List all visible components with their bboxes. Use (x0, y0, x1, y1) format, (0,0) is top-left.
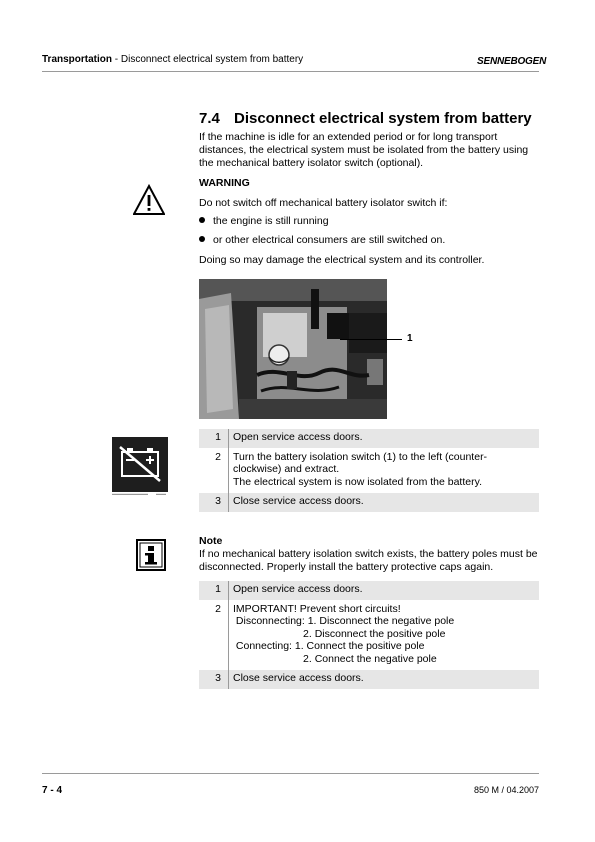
section-number: 7.4 (199, 110, 220, 127)
step-text: Open service access doors. (229, 429, 540, 448)
section-title (199, 110, 539, 127)
document-reference: 850 M / 04.2007 (473, 785, 539, 795)
note-text: If no mechanical battery isolation switch exists, the battery poles must be disconnected. Properly install the battery protective caps again. (199, 548, 538, 573)
step-line: 2. Disconnect the positive pole (233, 627, 446, 640)
table-row (199, 600, 539, 670)
callout-leader-line (340, 339, 402, 340)
step-line: Disconnecting: 1. Disconnect the negative pole (233, 615, 455, 627)
intro-paragraph: If the machine is idle for an extended period or for long transport distances, the electrical system must be isolated from the battery using the mechanical battery isolator switch (optional). (199, 131, 529, 169)
bullet-text: the engine is still running (213, 215, 329, 227)
section-title-text: Disconnect electrical system from battery (234, 110, 532, 127)
bullet-dot (199, 217, 205, 223)
bullet-dot (199, 236, 205, 242)
step-number: 1 (199, 429, 229, 448)
step-text (229, 600, 540, 670)
step-number: 3 (199, 493, 229, 512)
warning-heading: WARNING (199, 177, 250, 189)
running-header (42, 54, 303, 65)
info-icon (136, 539, 166, 571)
header-subtitle: - Disconnect electrical system from battery (112, 54, 304, 65)
warning-consequence: Doing so may damage the electrical system and its controller. (199, 254, 485, 266)
step-line: IMPORTANT! Prevent short circuits! (233, 602, 401, 615)
battery-disconnect-icon (112, 437, 168, 492)
steps-table-poles (199, 581, 539, 689)
step-number: 1 (199, 581, 229, 600)
step-line: Turn the battery isolation switch (1) to the left (counter- (233, 450, 488, 463)
bullet-text: or other electrical consumers are still switched on. (213, 234, 446, 246)
note-heading: Note (199, 535, 223, 547)
warning-bullet (199, 234, 445, 246)
warning-text: Do not switch off mechanical battery isolator switch if: (199, 197, 448, 209)
warning-bullet (199, 215, 329, 227)
callout-number: 1 (407, 333, 413, 344)
table-row (199, 493, 539, 512)
step-number: 2 (199, 448, 229, 493)
table-row (199, 670, 539, 689)
table-row (199, 429, 539, 448)
step-line: The electrical system is now isolated from the battery. (233, 475, 482, 488)
step-text: Close service access doors. (229, 670, 540, 689)
step-text: Close service access doors. (229, 493, 540, 512)
step-line: 2. Connect the negative pole (233, 652, 437, 665)
header-section: Transportation (42, 54, 113, 65)
battery-isolator-photo (199, 279, 387, 419)
table-row (199, 581, 539, 600)
step-number: 2 (199, 600, 229, 670)
step-line: Connecting: 1. Connect the positive pole (233, 640, 425, 652)
warning-triangle-icon (133, 184, 165, 216)
step-text: Open service access doors. (229, 581, 540, 600)
steps-table-isolator (199, 429, 539, 512)
header-divider (42, 71, 539, 72)
step-line: clockwise) and extract. (233, 463, 340, 475)
page-number: 7 - 4 (42, 785, 63, 796)
footer-divider (42, 773, 539, 774)
step-text (229, 448, 540, 493)
table-row (199, 448, 539, 493)
icon-caption-strip (112, 493, 168, 496)
brand-logo: SENNEBOGEN (477, 56, 547, 67)
step-number: 3 (199, 670, 229, 689)
